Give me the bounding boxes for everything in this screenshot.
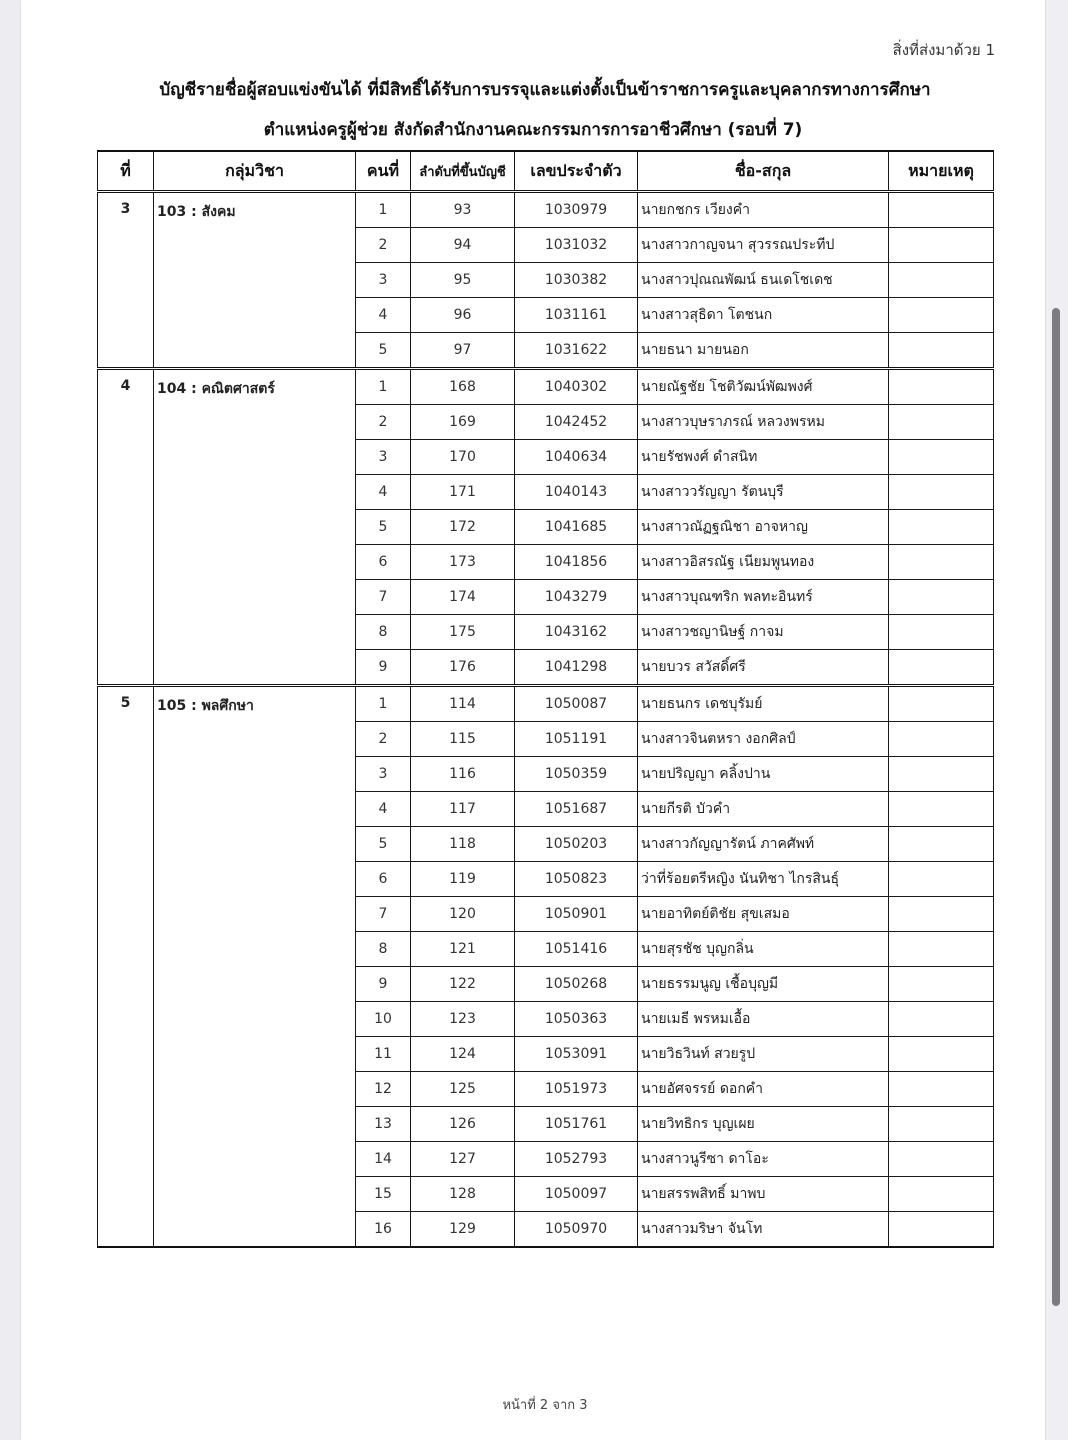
group-number: 3 <box>98 192 154 369</box>
candidate-name-cell: นางสาววรัญญา รัตนบุรี <box>638 475 889 510</box>
candidate-name-cell: นางสาวชญานิษฐ์ กาจม <box>638 615 889 650</box>
candidate-id-cell: 1050087 <box>515 686 638 722</box>
remark-cell <box>889 475 994 510</box>
candidate-id-cell: 1052793 <box>515 1142 638 1177</box>
rank-cell: 176 <box>411 650 515 686</box>
candidate-id-cell: 1051761 <box>515 1107 638 1142</box>
remark-cell <box>889 510 994 545</box>
person-number-cell: 5 <box>356 333 411 369</box>
remark-cell <box>889 1142 994 1177</box>
candidate-name-cell: นายกชกร เวียงคำ <box>638 192 889 228</box>
rank-cell: 175 <box>411 615 515 650</box>
rank-cell: 94 <box>411 228 515 263</box>
candidate-name-cell: นางสาวกาญจนา สุวรรณประทีป <box>638 228 889 263</box>
candidate-name-cell: นายอาทิตย์ติชัย สุขเสมอ <box>638 897 889 932</box>
remark-cell <box>889 440 994 475</box>
candidate-id-cell: 1050268 <box>515 967 638 1002</box>
page-number: หน้าที่ 2 จาก 3 <box>502 1398 588 1413</box>
candidate-name-cell: นายกีรติ บัวคำ <box>638 792 889 827</box>
candidate-name-cell: นายณัฐชัย โชติวัฒน์พัฒพงศ์ <box>638 369 889 405</box>
candidate-name-cell: นางสาวปุณณพัฒน์ ธนเดโชเดช <box>638 263 889 298</box>
remark-cell <box>889 192 994 228</box>
person-number-cell: 2 <box>356 228 411 263</box>
candidate-name-cell: นายสุรชัช บุญกลิ่น <box>638 932 889 967</box>
candidate-name-cell: นายเมธี พรหมเอื้อ <box>638 1002 889 1037</box>
rank-cell: 121 <box>411 932 515 967</box>
candidate-id-cell: 1051191 <box>515 722 638 757</box>
candidate-id-cell: 1051687 <box>515 792 638 827</box>
remark-cell <box>889 792 994 827</box>
table-header-row <box>98 151 994 192</box>
person-number-cell: 15 <box>356 1177 411 1212</box>
remark-cell <box>889 1072 994 1107</box>
rank-cell: 119 <box>411 862 515 897</box>
person-number-cell: 12 <box>356 1072 411 1107</box>
rank-cell: 168 <box>411 369 515 405</box>
remark-cell <box>889 298 994 333</box>
rank-cell: 96 <box>411 298 515 333</box>
header-name: ชื่อ-สกุล <box>638 151 889 192</box>
header-subject: กลุ่มวิชา <box>154 151 356 192</box>
rank-cell: 172 <box>411 510 515 545</box>
candidate-name-cell: นายธนา มายนอก <box>638 333 889 369</box>
person-number-cell: 9 <box>356 650 411 686</box>
document-subtitle: ตำแหน่งครูผู้ช่วย สังกัดสำนักงานคณะกรรมการการอาชีวศึกษา (รอบที่ 7) <box>263 120 803 140</box>
candidate-name-cell: นายธนกร เดชบุรัมย์ <box>638 686 889 722</box>
remark-cell <box>889 722 994 757</box>
candidate-name-cell: นางสาวสุธิดา โตชนก <box>638 298 889 333</box>
rank-cell: 126 <box>411 1107 515 1142</box>
rank-cell: 170 <box>411 440 515 475</box>
person-number-cell: 13 <box>356 1107 411 1142</box>
candidate-name-cell: นางสาวกัญญารัตน์ ภาคศัพท์ <box>638 827 889 862</box>
person-number-cell: 4 <box>356 475 411 510</box>
candidate-id-cell: 1051416 <box>515 932 638 967</box>
candidate-id-cell: 1031622 <box>515 333 638 369</box>
remark-cell <box>889 405 994 440</box>
person-number-cell: 2 <box>356 722 411 757</box>
rank-cell: 128 <box>411 1177 515 1212</box>
header-rank: ลำดับที่ขึ้นบัญชี <box>411 151 515 192</box>
rank-cell: 118 <box>411 827 515 862</box>
candidate-id-cell: 1030979 <box>515 192 638 228</box>
rank-cell: 117 <box>411 792 515 827</box>
candidate-name-cell: นายอัศจรรย์ ดอกคำ <box>638 1072 889 1107</box>
person-number-cell: 14 <box>356 1142 411 1177</box>
remark-cell <box>889 615 994 650</box>
attachment-note: สิ่งที่ส่งมาด้วย 1 <box>892 41 995 59</box>
candidate-id-cell: 1050203 <box>515 827 638 862</box>
candidate-name-cell: ว่าที่ร้อยตรีหญิง นันทิชา ไกรสินธุ์ <box>638 862 889 897</box>
candidate-id-cell: 1041856 <box>515 545 638 580</box>
rank-cell: 169 <box>411 405 515 440</box>
person-number-cell: 7 <box>356 580 411 615</box>
table-row <box>98 369 994 405</box>
candidate-name-cell: นางสาวณัฏฐณิชา อาจหาญ <box>638 510 889 545</box>
remark-cell <box>889 686 994 722</box>
rank-cell: 93 <box>411 192 515 228</box>
document-title: บัญชีรายชื่อผู้สอบแข่งขันได้ ที่มีสิทธิ์ได้รับการบรรจุและแต่งตั้งเป็นข้าราชการครูและบุคลากรทางการศึกษา <box>159 80 931 100</box>
person-number-cell: 4 <box>356 298 411 333</box>
remark-cell <box>889 967 994 1002</box>
remark-cell <box>889 580 994 615</box>
remark-cell <box>889 263 994 298</box>
remark-cell <box>889 1107 994 1142</box>
candidate-id-cell: 1043279 <box>515 580 638 615</box>
document-page <box>21 0 1045 1440</box>
candidate-id-cell: 1042452 <box>515 405 638 440</box>
candidate-id-cell: 1031032 <box>515 228 638 263</box>
candidate-id-cell: 1050359 <box>515 757 638 792</box>
person-number-cell: 1 <box>356 369 411 405</box>
remark-cell <box>889 369 994 405</box>
candidate-name-cell: นายปริญญา คลิ้งปาน <box>638 757 889 792</box>
candidate-id-cell: 1040302 <box>515 369 638 405</box>
candidate-id-cell: 1050901 <box>515 897 638 932</box>
scrollbar-thumb[interactable] <box>1052 308 1060 1306</box>
rank-cell: 123 <box>411 1002 515 1037</box>
remark-cell <box>889 862 994 897</box>
subject-group: 103 : สังคม <box>154 192 356 369</box>
candidate-name-cell: นายวิธวินท์ สวยรูป <box>638 1037 889 1072</box>
rank-cell: 97 <box>411 333 515 369</box>
candidate-id-cell: 1050097 <box>515 1177 638 1212</box>
rank-cell: 122 <box>411 967 515 1002</box>
candidate-name-cell: นางสาวมริษา จันโท <box>638 1212 889 1248</box>
candidate-id-cell: 1030382 <box>515 263 638 298</box>
candidate-id-cell: 1031161 <box>515 298 638 333</box>
candidate-name-cell: นางสาวอิสรณัฐ เนียมพูนทอง <box>638 545 889 580</box>
candidate-id-cell: 1041685 <box>515 510 638 545</box>
person-number-cell: 5 <box>356 827 411 862</box>
candidate-name-cell: นางสาวจินตหรา งอกศิลป์ <box>638 722 889 757</box>
rank-cell: 115 <box>411 722 515 757</box>
person-number-cell: 4 <box>356 792 411 827</box>
rank-cell: 124 <box>411 1037 515 1072</box>
candidate-name-cell: นายสรรพสิทธิ์ มาพบ <box>638 1177 889 1212</box>
candidate-id-cell: 1040634 <box>515 440 638 475</box>
remark-cell <box>889 827 994 862</box>
person-number-cell: 6 <box>356 545 411 580</box>
table-row <box>98 192 994 228</box>
person-number-cell: 3 <box>356 757 411 792</box>
person-number-cell: 11 <box>356 1037 411 1072</box>
header-no: ที่ <box>98 151 154 192</box>
candidate-id-cell: 1050823 <box>515 862 638 897</box>
candidate-name-cell: นายธรรมนูญ เชื้อบุญมี <box>638 967 889 1002</box>
table-body <box>98 192 994 1248</box>
rank-cell: 174 <box>411 580 515 615</box>
remark-cell <box>889 897 994 932</box>
remark-cell <box>889 333 994 369</box>
rank-cell: 127 <box>411 1142 515 1177</box>
table-row <box>98 686 994 722</box>
candidate-roster-table <box>97 150 994 1248</box>
rank-cell: 171 <box>411 475 515 510</box>
header-remark: หมายเหตุ <box>889 151 994 192</box>
person-number-cell: 16 <box>356 1212 411 1248</box>
candidate-name-cell: นายบวร สวัสดิ์ศรี <box>638 650 889 686</box>
person-number-cell: 2 <box>356 405 411 440</box>
remark-cell <box>889 757 994 792</box>
person-number-cell: 10 <box>356 1002 411 1037</box>
candidate-name-cell: นายรัชพงศ์ ดำสนิท <box>638 440 889 475</box>
person-number-cell: 9 <box>356 967 411 1002</box>
person-number-cell: 8 <box>356 932 411 967</box>
person-number-cell: 3 <box>356 263 411 298</box>
remark-cell <box>889 1002 994 1037</box>
person-number-cell: 7 <box>356 897 411 932</box>
candidate-name-cell: นายวิทธิกร บุญเผย <box>638 1107 889 1142</box>
candidate-name-cell: นางสาวนูรีซา ดาโอะ <box>638 1142 889 1177</box>
rank-cell: 95 <box>411 263 515 298</box>
person-number-cell: 8 <box>356 615 411 650</box>
header-id: เลขประจำตัว <box>515 151 638 192</box>
subject-group: 105 : พลศึกษา <box>154 686 356 1248</box>
rank-cell: 173 <box>411 545 515 580</box>
remark-cell <box>889 650 994 686</box>
candidate-id-cell: 1053091 <box>515 1037 638 1072</box>
candidate-id-cell: 1050363 <box>515 1002 638 1037</box>
remark-cell <box>889 1037 994 1072</box>
remark-cell <box>889 545 994 580</box>
rank-cell: 114 <box>411 686 515 722</box>
remark-cell <box>889 932 994 967</box>
person-number-cell: 3 <box>356 440 411 475</box>
person-number-cell: 6 <box>356 862 411 897</box>
remark-cell <box>889 1177 994 1212</box>
person-number-cell: 1 <box>356 192 411 228</box>
candidate-name-cell: นางสาวบุณฑริก พลทะอินทร์ <box>638 580 889 615</box>
rank-cell: 120 <box>411 897 515 932</box>
candidate-id-cell: 1043162 <box>515 615 638 650</box>
person-number-cell: 1 <box>356 686 411 722</box>
group-number: 5 <box>98 686 154 1248</box>
candidate-id-cell: 1040143 <box>515 475 638 510</box>
person-number-cell: 5 <box>356 510 411 545</box>
group-number: 4 <box>98 369 154 686</box>
header-person-no: คนที่ <box>356 151 411 192</box>
candidate-id-cell: 1041298 <box>515 650 638 686</box>
candidate-id-cell: 1051973 <box>515 1072 638 1107</box>
candidate-id-cell: 1050970 <box>515 1212 638 1248</box>
subject-group: 104 : คณิตศาสตร์ <box>154 369 356 686</box>
candidate-name-cell: นางสาวบุษราภรณ์ หลวงพรหม <box>638 405 889 440</box>
rank-cell: 116 <box>411 757 515 792</box>
rank-cell: 125 <box>411 1072 515 1107</box>
remark-cell <box>889 228 994 263</box>
remark-cell <box>889 1212 994 1248</box>
rank-cell: 129 <box>411 1212 515 1248</box>
